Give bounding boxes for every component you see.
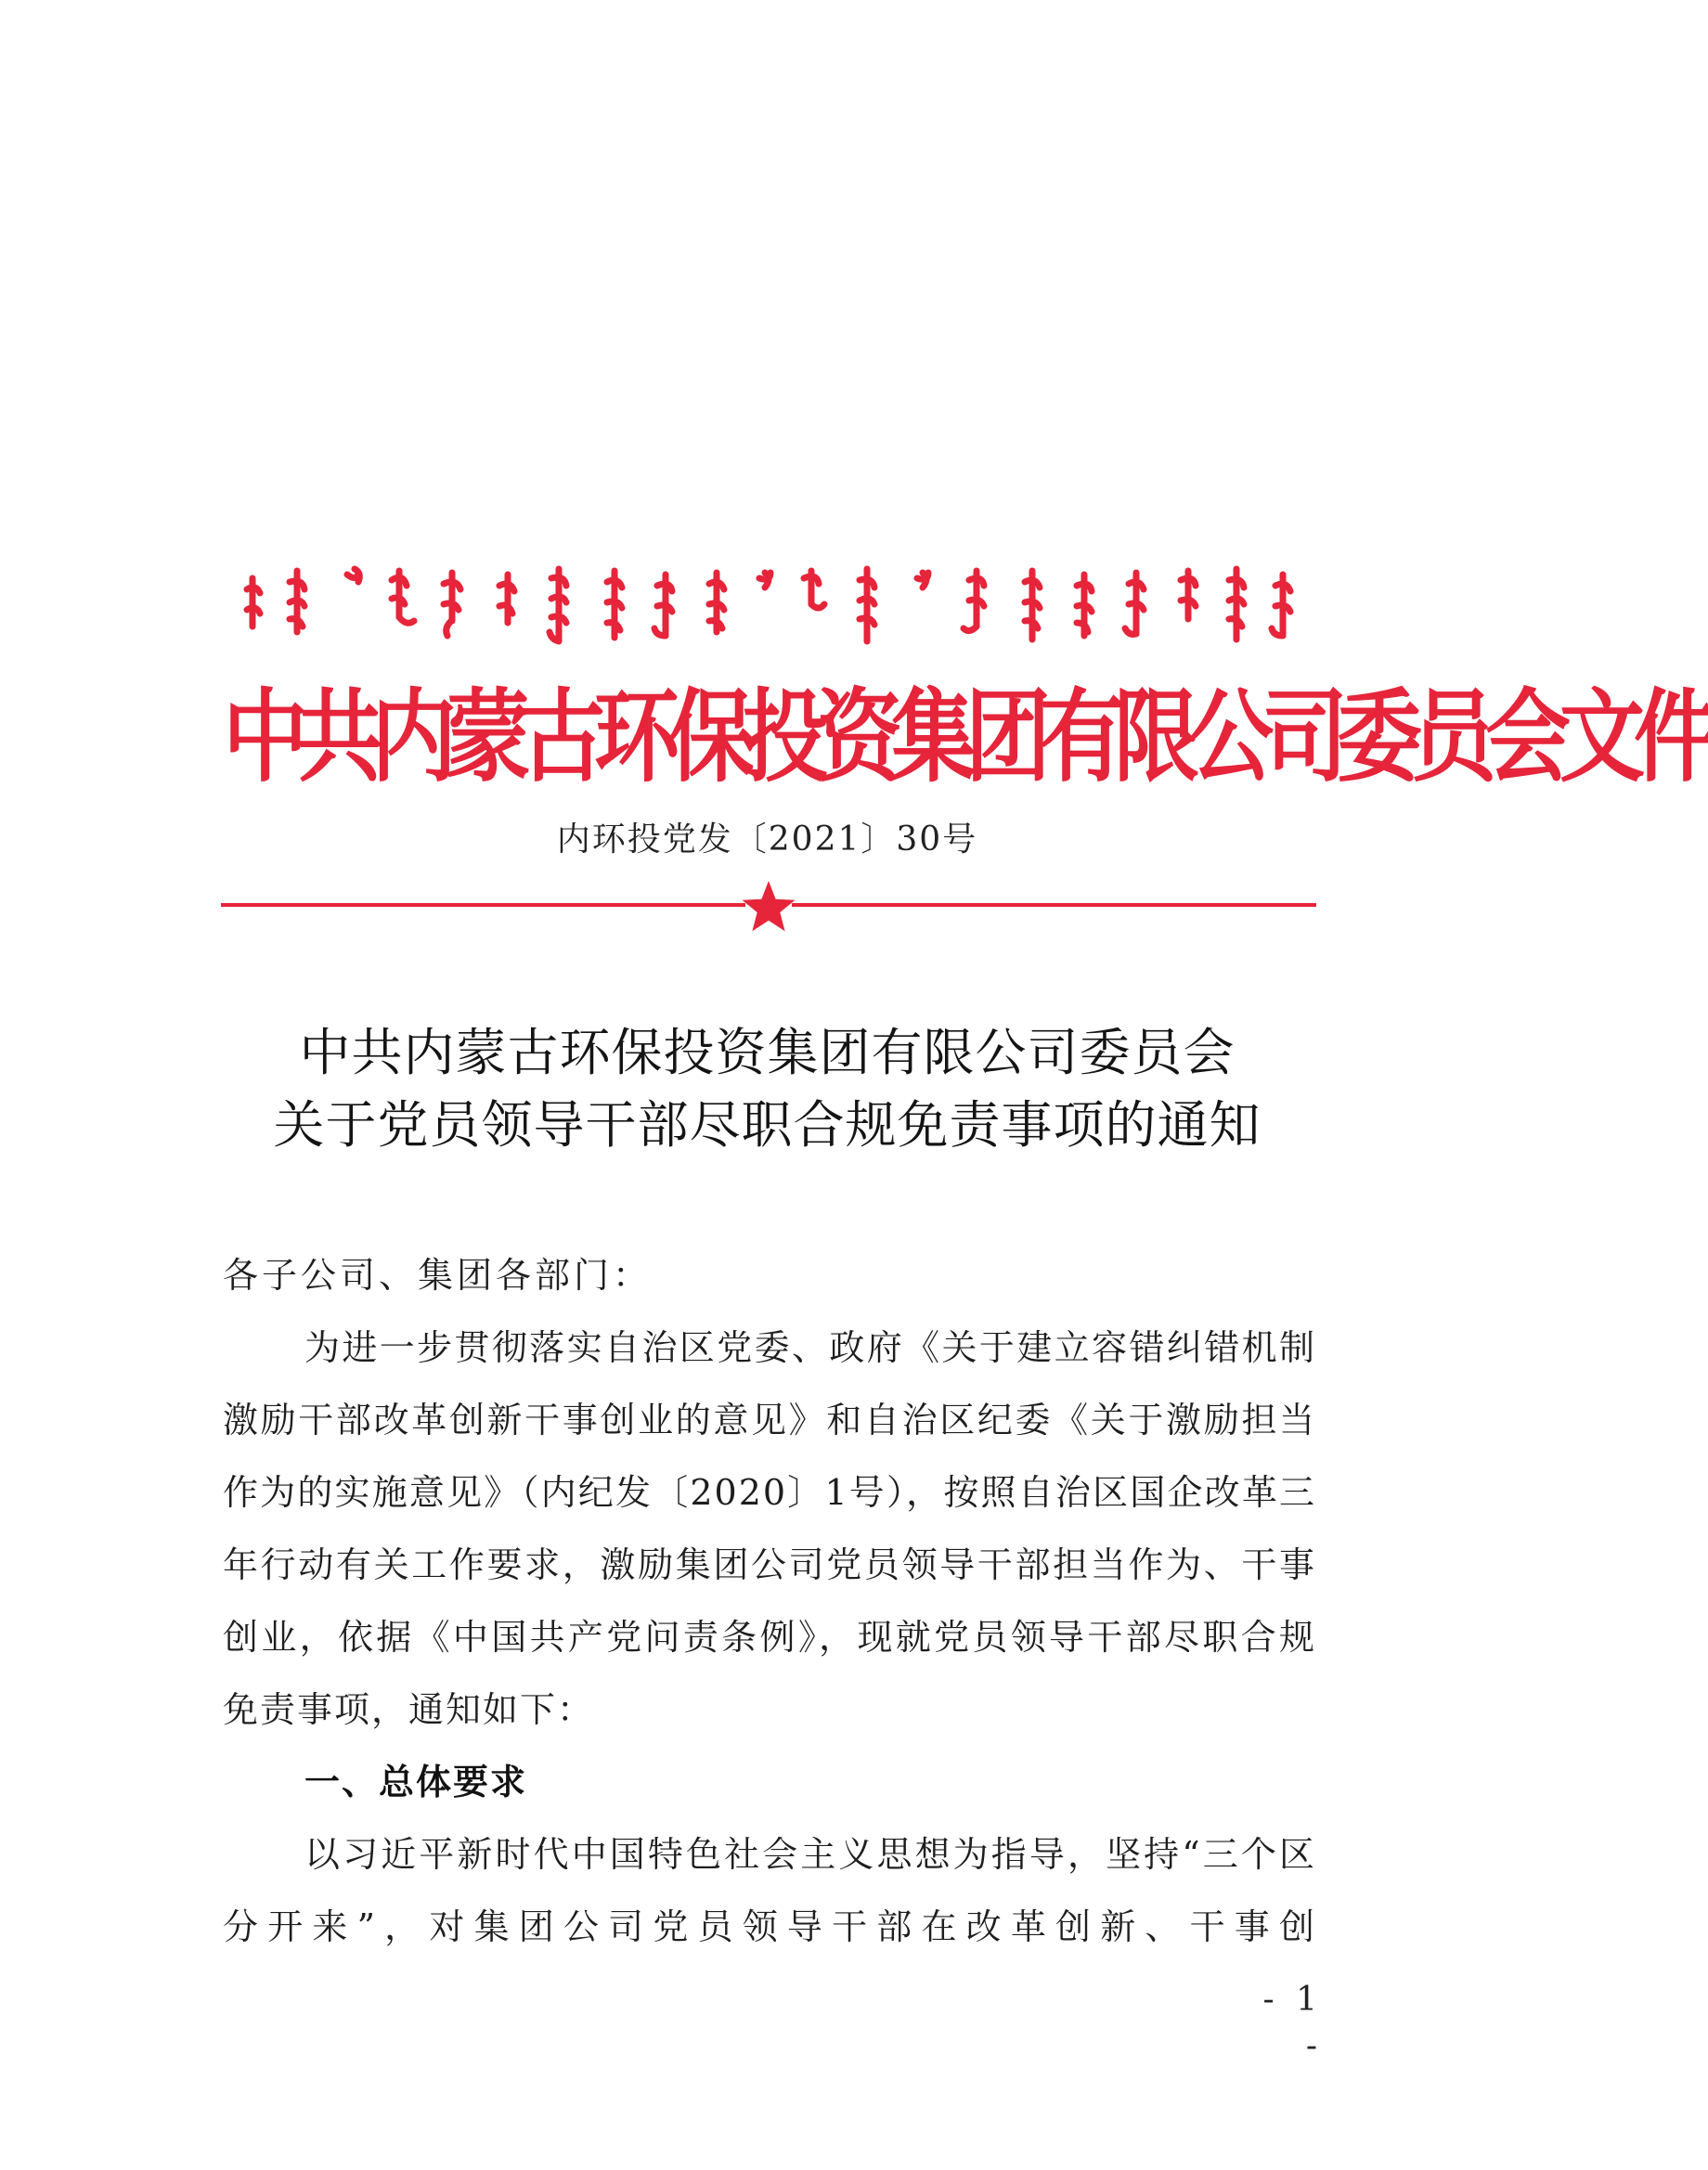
document-number: 内环投党发〔2021〕30号 (556, 820, 978, 859)
page-number: - 1 - (1262, 1981, 1323, 2065)
document-title-line-1: 中共内蒙古环保投资集团有限公司委员会 (299, 1023, 1236, 1082)
red-divider (221, 877, 1316, 933)
document-title-line-2: 关于党员领导干部尽职合规免责事项的通知 (273, 1095, 1262, 1155)
mongolian-script-title (243, 562, 1297, 647)
document-title (0, 1016, 1534, 1161)
red-header-title: 中共内蒙古环保投资集团有限公司委员会文件 (223, 678, 1708, 796)
salutation: 各子公司、集团各部门： (223, 1255, 653, 1296)
document-body (223, 1239, 1316, 1963)
red-star-icon (743, 881, 796, 931)
paragraph-general-requirements: 以习近平新时代中国特色社会主义思想为指导，坚持“三个区分开来”，对集团公司党员领导干部在改革创新、干事创 (223, 1834, 1316, 1947)
paragraph-intro: 为进一步贯彻落实自治区党委、政府《关于建立容错纠错机制激励干部改革创新干事创业的意见》和自治区纪委《关于激励担当作为的实施意见》（内纪发〔2020〕1号），按照自治区国企改革三年行动有关工作要求，激励集团公司党员领导干部担当作为、干事创业，依据《中国共产党问责条例》，现就党员领导干部尽职合规免责事项，通知如下： (223, 1327, 1316, 1730)
section-heading-general-requirements: 一、总体要求 (304, 1762, 528, 1802)
